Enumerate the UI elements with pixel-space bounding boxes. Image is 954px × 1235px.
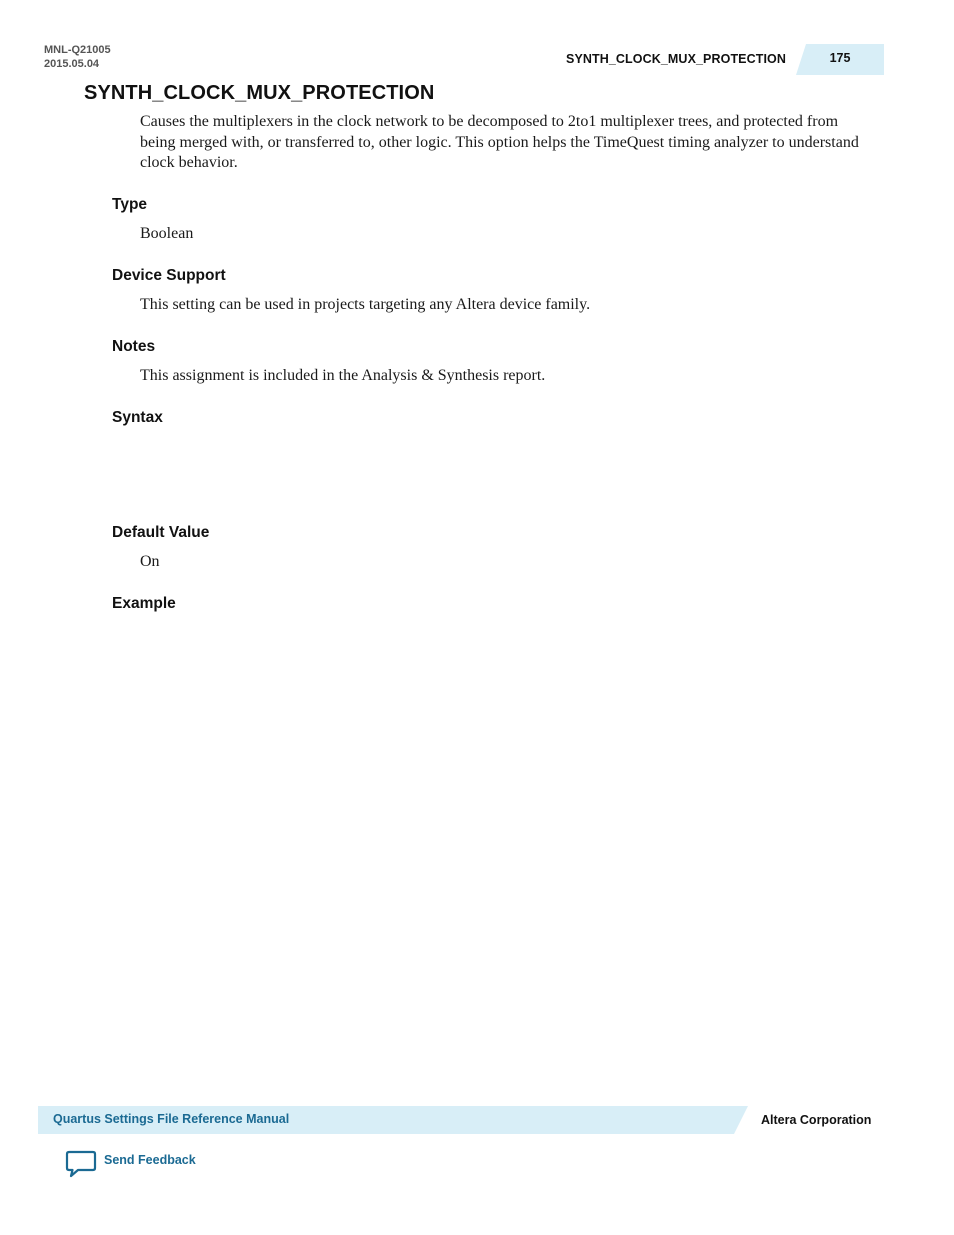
type-heading: Type (112, 196, 148, 213)
default-value-heading: Default Value (112, 524, 210, 541)
example-heading: Example (112, 595, 176, 612)
document-date: 2015.05.04 (44, 58, 100, 70)
default-value: On (140, 553, 160, 570)
running-header-title: SYNTH_CLOCK_MUX_PROTECTION (566, 52, 786, 66)
section-description: Causes the multiplexers in the clock network to be decomposed to 2to1 multiplexer trees, and protected from being merged with, or transferred to, other logic. This option helps the TimeQuest timing analyzer to understand clock behavior. (140, 113, 859, 171)
document-meta (44, 43, 111, 71)
device-support-value: This setting can be used in projects targeting any Altera device family. (140, 296, 591, 313)
page-number: 175 (829, 51, 851, 65)
document-id: MNL-Q21005 (44, 44, 111, 56)
type-value: Boolean (140, 225, 194, 242)
syntax-heading: Syntax (112, 409, 163, 426)
device-support-heading: Device Support (112, 267, 226, 284)
notes-value: This assignment is included in the Analysis & Synthesis report. (140, 367, 546, 384)
send-feedback-link[interactable]: Send Feedback (104, 1153, 196, 1167)
footer-company: Altera Corporation (761, 1113, 872, 1127)
notes-heading: Notes (112, 338, 156, 355)
feedback-speech-bubble-icon[interactable] (65, 1150, 97, 1178)
section-title: SYNTH_CLOCK_MUX_PROTECTION (84, 82, 435, 104)
footer-manual-title: Quartus Settings File Reference Manual (53, 1112, 290, 1126)
